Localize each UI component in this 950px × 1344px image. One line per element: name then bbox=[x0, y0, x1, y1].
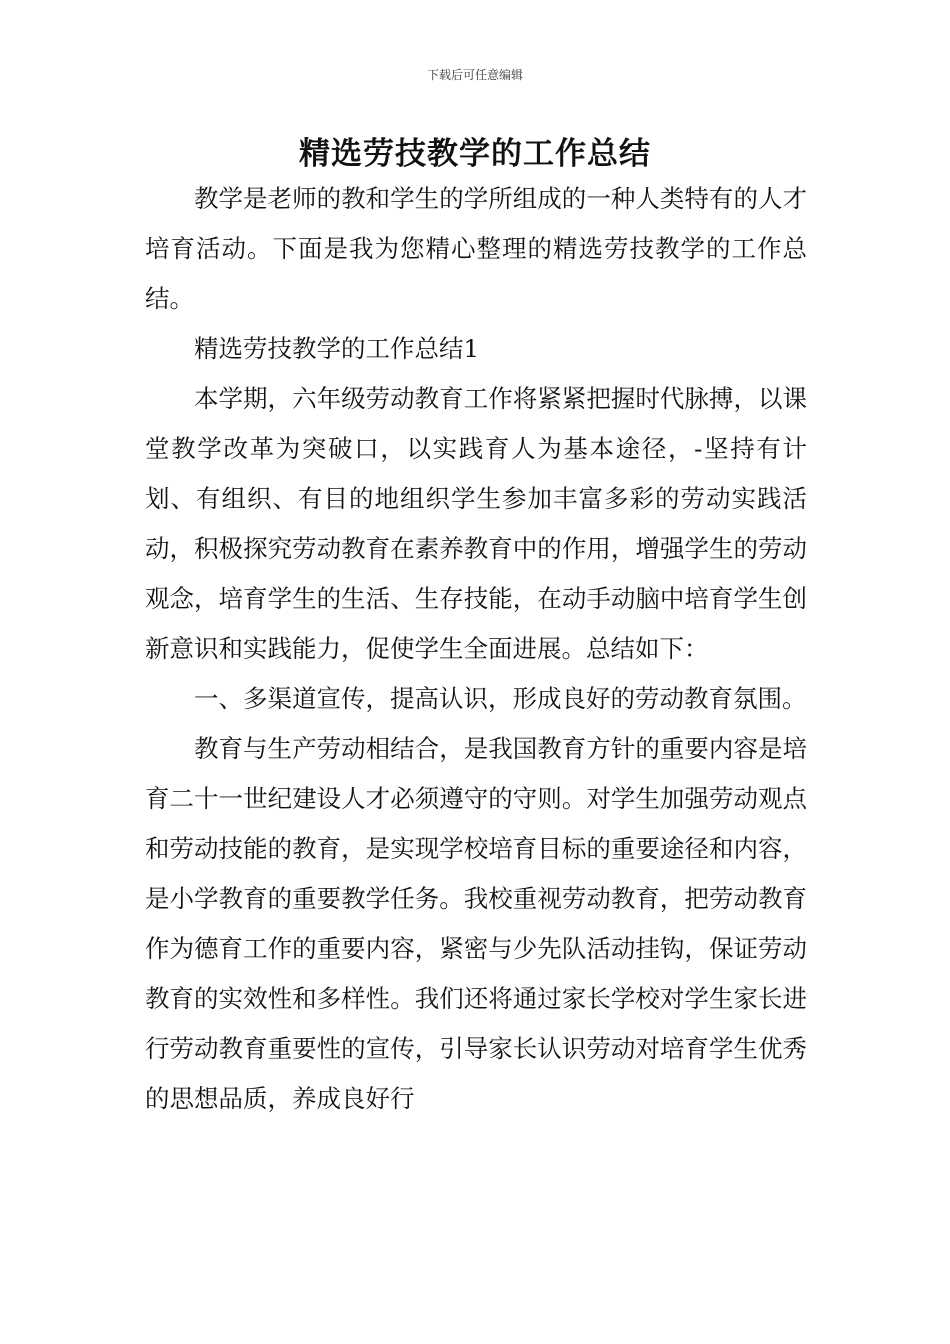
paragraph-intro: 教学是老师的教和学生的学所组成的一种人类特有的人才培育活动。下面是我为您精心整理的精选劳技教学的工作总结。 bbox=[145, 184, 807, 313]
document-body bbox=[145, 174, 807, 1124]
paragraph-overview: 本学期，六年级劳动教育工作将紧紧把握时代脉搏，以课堂教学改革为突破口，以实践育人为基本途径，-坚持有计划、有组织、有目的地组织学生参加丰富多彩的劳动实践活动，积极探究劳动教育在素养教育中的作用，增强学生的劳动观念，培育学生的生活、生存技能，在动手动脑中培育学生创新意识和实践能力，促使学生全面进展。总结如下： bbox=[145, 384, 807, 663]
subheading-one: 一、多渠道宣传，提高认识，形成良好的劳动教育氛围。 bbox=[194, 684, 807, 713]
paragraph-education: 教育与生产劳动相结合，是我国教育方针的重要内容是培育二十一世纪建设人才必须遵守的守则。对学生加强劳动观点和劳动技能的教育，是实现学校培育目标的重要途径和内容，是小学教育的重要教学任务。我校重视劳动教育，把劳动教育作为德育工作的重要内容，紧密与少先队活动挂钩，保证劳动教育的实效性和多样性。我们还将通过家长学校对学生家长进行劳动教育重要性的宣传，引导家长认识劳动对培育学生优秀的思想品质，养成良好行 bbox=[145, 734, 807, 1113]
section-heading: 精选劳技教学的工作总结1 bbox=[194, 334, 480, 363]
document-title: 精选劳技教学的工作总结 bbox=[299, 136, 651, 172]
header-note: 下载后可任意编辑 bbox=[426, 68, 523, 82]
